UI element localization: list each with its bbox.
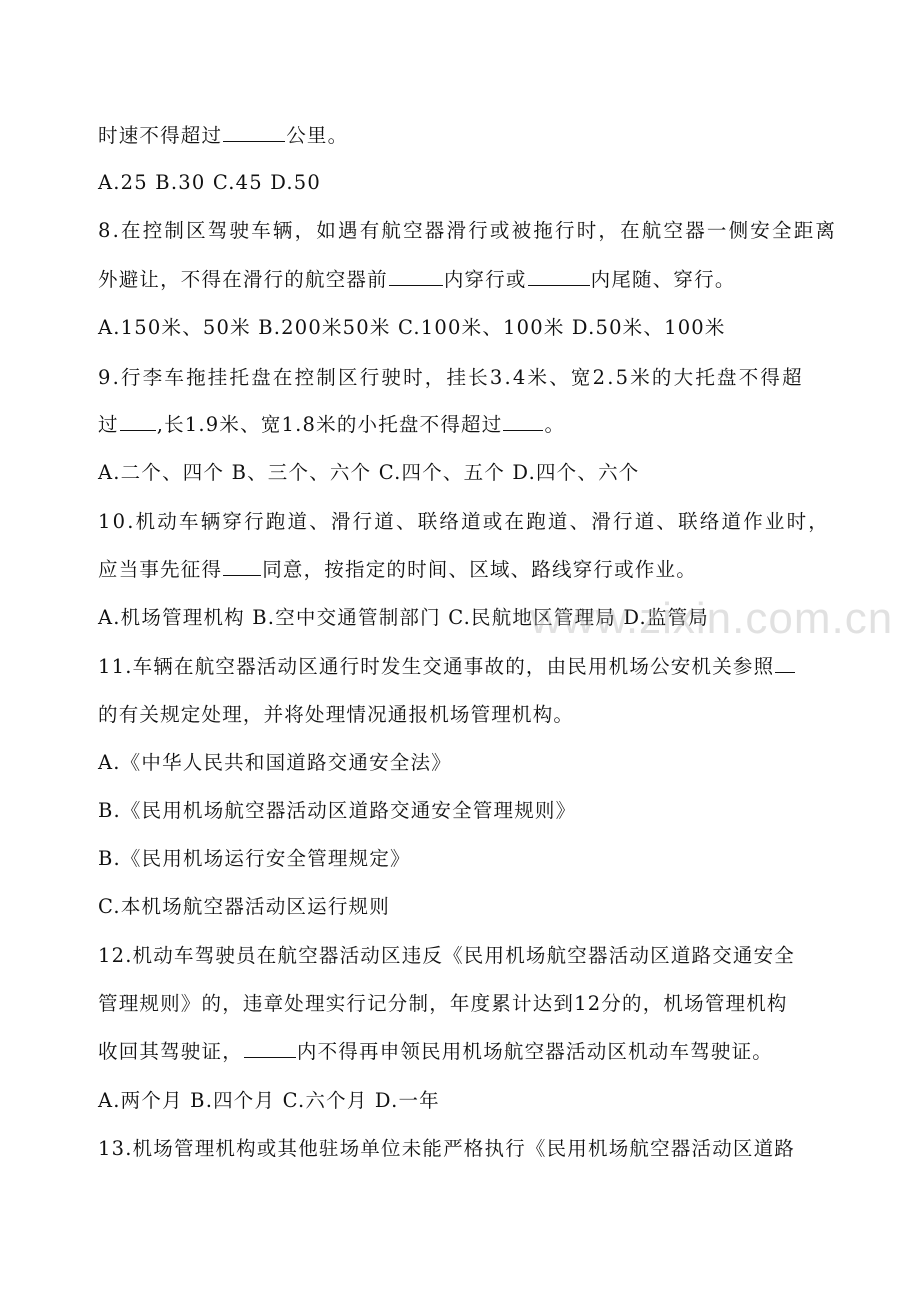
text-line-12 — [98, 652, 880, 682]
fill-blank — [223, 121, 285, 142]
text-line-5: A.150米、50米 B.200米50米 C.100米、100米 D.50米、100米 — [98, 316, 726, 339]
text-fragment: 外避让，不得在滑行的航空器前 — [98, 268, 388, 291]
text-line-7 — [98, 410, 880, 440]
fill-blank — [223, 555, 261, 576]
watermark: www.zixin.com.cn — [530, 594, 894, 643]
text-line-21: A.两个月 B.四个月 C.六个月 D.一年 — [98, 1089, 440, 1112]
text-fragment: 过 — [98, 413, 119, 436]
text-line-3: 8.在控制区驾驶车辆，如遇有航空器滑行或被拖行时，在航空器一侧安全距离 — [98, 219, 838, 242]
text-fragment: 内穿行或 — [443, 268, 527, 291]
text-fragment: 同意，按指定的时间、区域、路线穿行或作业。 — [262, 558, 697, 581]
text-fragment: 公里。 — [286, 124, 349, 147]
fill-blank — [244, 1037, 296, 1058]
text-fragment: 应当事先征得 — [98, 558, 223, 581]
text-line-15: B.《民用机场航空器活动区道路交通安全管理规则》 — [98, 799, 577, 822]
text-line-1 — [98, 121, 880, 151]
text-line-2: A.25 B.30 C.45 D.50 — [98, 171, 322, 194]
text-line-4 — [98, 265, 880, 295]
text-line-18: 12.机动车驾驶员在航空器活动区违反《民用机场航空器活动区道路交通安全 — [98, 944, 796, 967]
text-fragment: 时速不得超过 — [98, 124, 223, 147]
fill-blank — [528, 265, 590, 286]
fill-blank — [775, 652, 795, 673]
text-line-17: C.本机场航空器活动区运行规则 — [98, 895, 390, 918]
text-line-8: A.二个、四个 B、三个、六个 C.四个、五个 D.四个、六个 — [98, 461, 640, 484]
text-fragment: 内尾随、穿行。 — [590, 268, 736, 291]
text-line-22: 13.机场管理机构或其他驻场单位未能严格执行《民用机场航空器活动区道路 — [98, 1137, 796, 1160]
text-line-9: 10.机动车辆穿行跑道、滑行道、联络道或在跑道、滑行道、联络道作业时， — [98, 510, 831, 533]
text-line-10 — [98, 555, 880, 585]
fill-blank — [503, 410, 543, 431]
text-line-20 — [98, 1037, 880, 1067]
text-line-16: B.《民用机场运行安全管理规定》 — [98, 847, 411, 870]
text-fragment: ,长1.9米、宽1.8米的小托盘不得超过 — [156, 413, 503, 436]
text-fragment: 内不得再申领民用机场航空器活动区机动车驾驶证。 — [296, 1040, 774, 1063]
text-fragment: 收回其驾驶证， — [98, 1040, 243, 1063]
text-fragment: 11.车辆在航空器活动区通行时发生交通事故的，由民用机场公安机关参照 — [98, 655, 775, 678]
text-line-11: A.机场管理机构 B.空中交通管制部门 C.民航地区管理局 D.监管局 — [98, 606, 709, 629]
text-fragment: 。 — [544, 413, 566, 436]
fill-blank — [389, 265, 443, 286]
fill-blank — [120, 410, 156, 431]
text-line-6: 9.行李车拖挂托盘在控制区行驶时，挂长3.4米、宽2.5米的大托盘不得超 — [98, 366, 804, 389]
text-line-19: 管理规则》的，违章处理实行记分制，年度累计达到12分的，机场管理机构 — [98, 992, 788, 1015]
text-line-13: 的有关规定处理，并将处理情况通报机场管理机构。 — [98, 703, 575, 726]
text-line-14: A.《中华人民共和国道路交通安全法》 — [98, 751, 452, 774]
